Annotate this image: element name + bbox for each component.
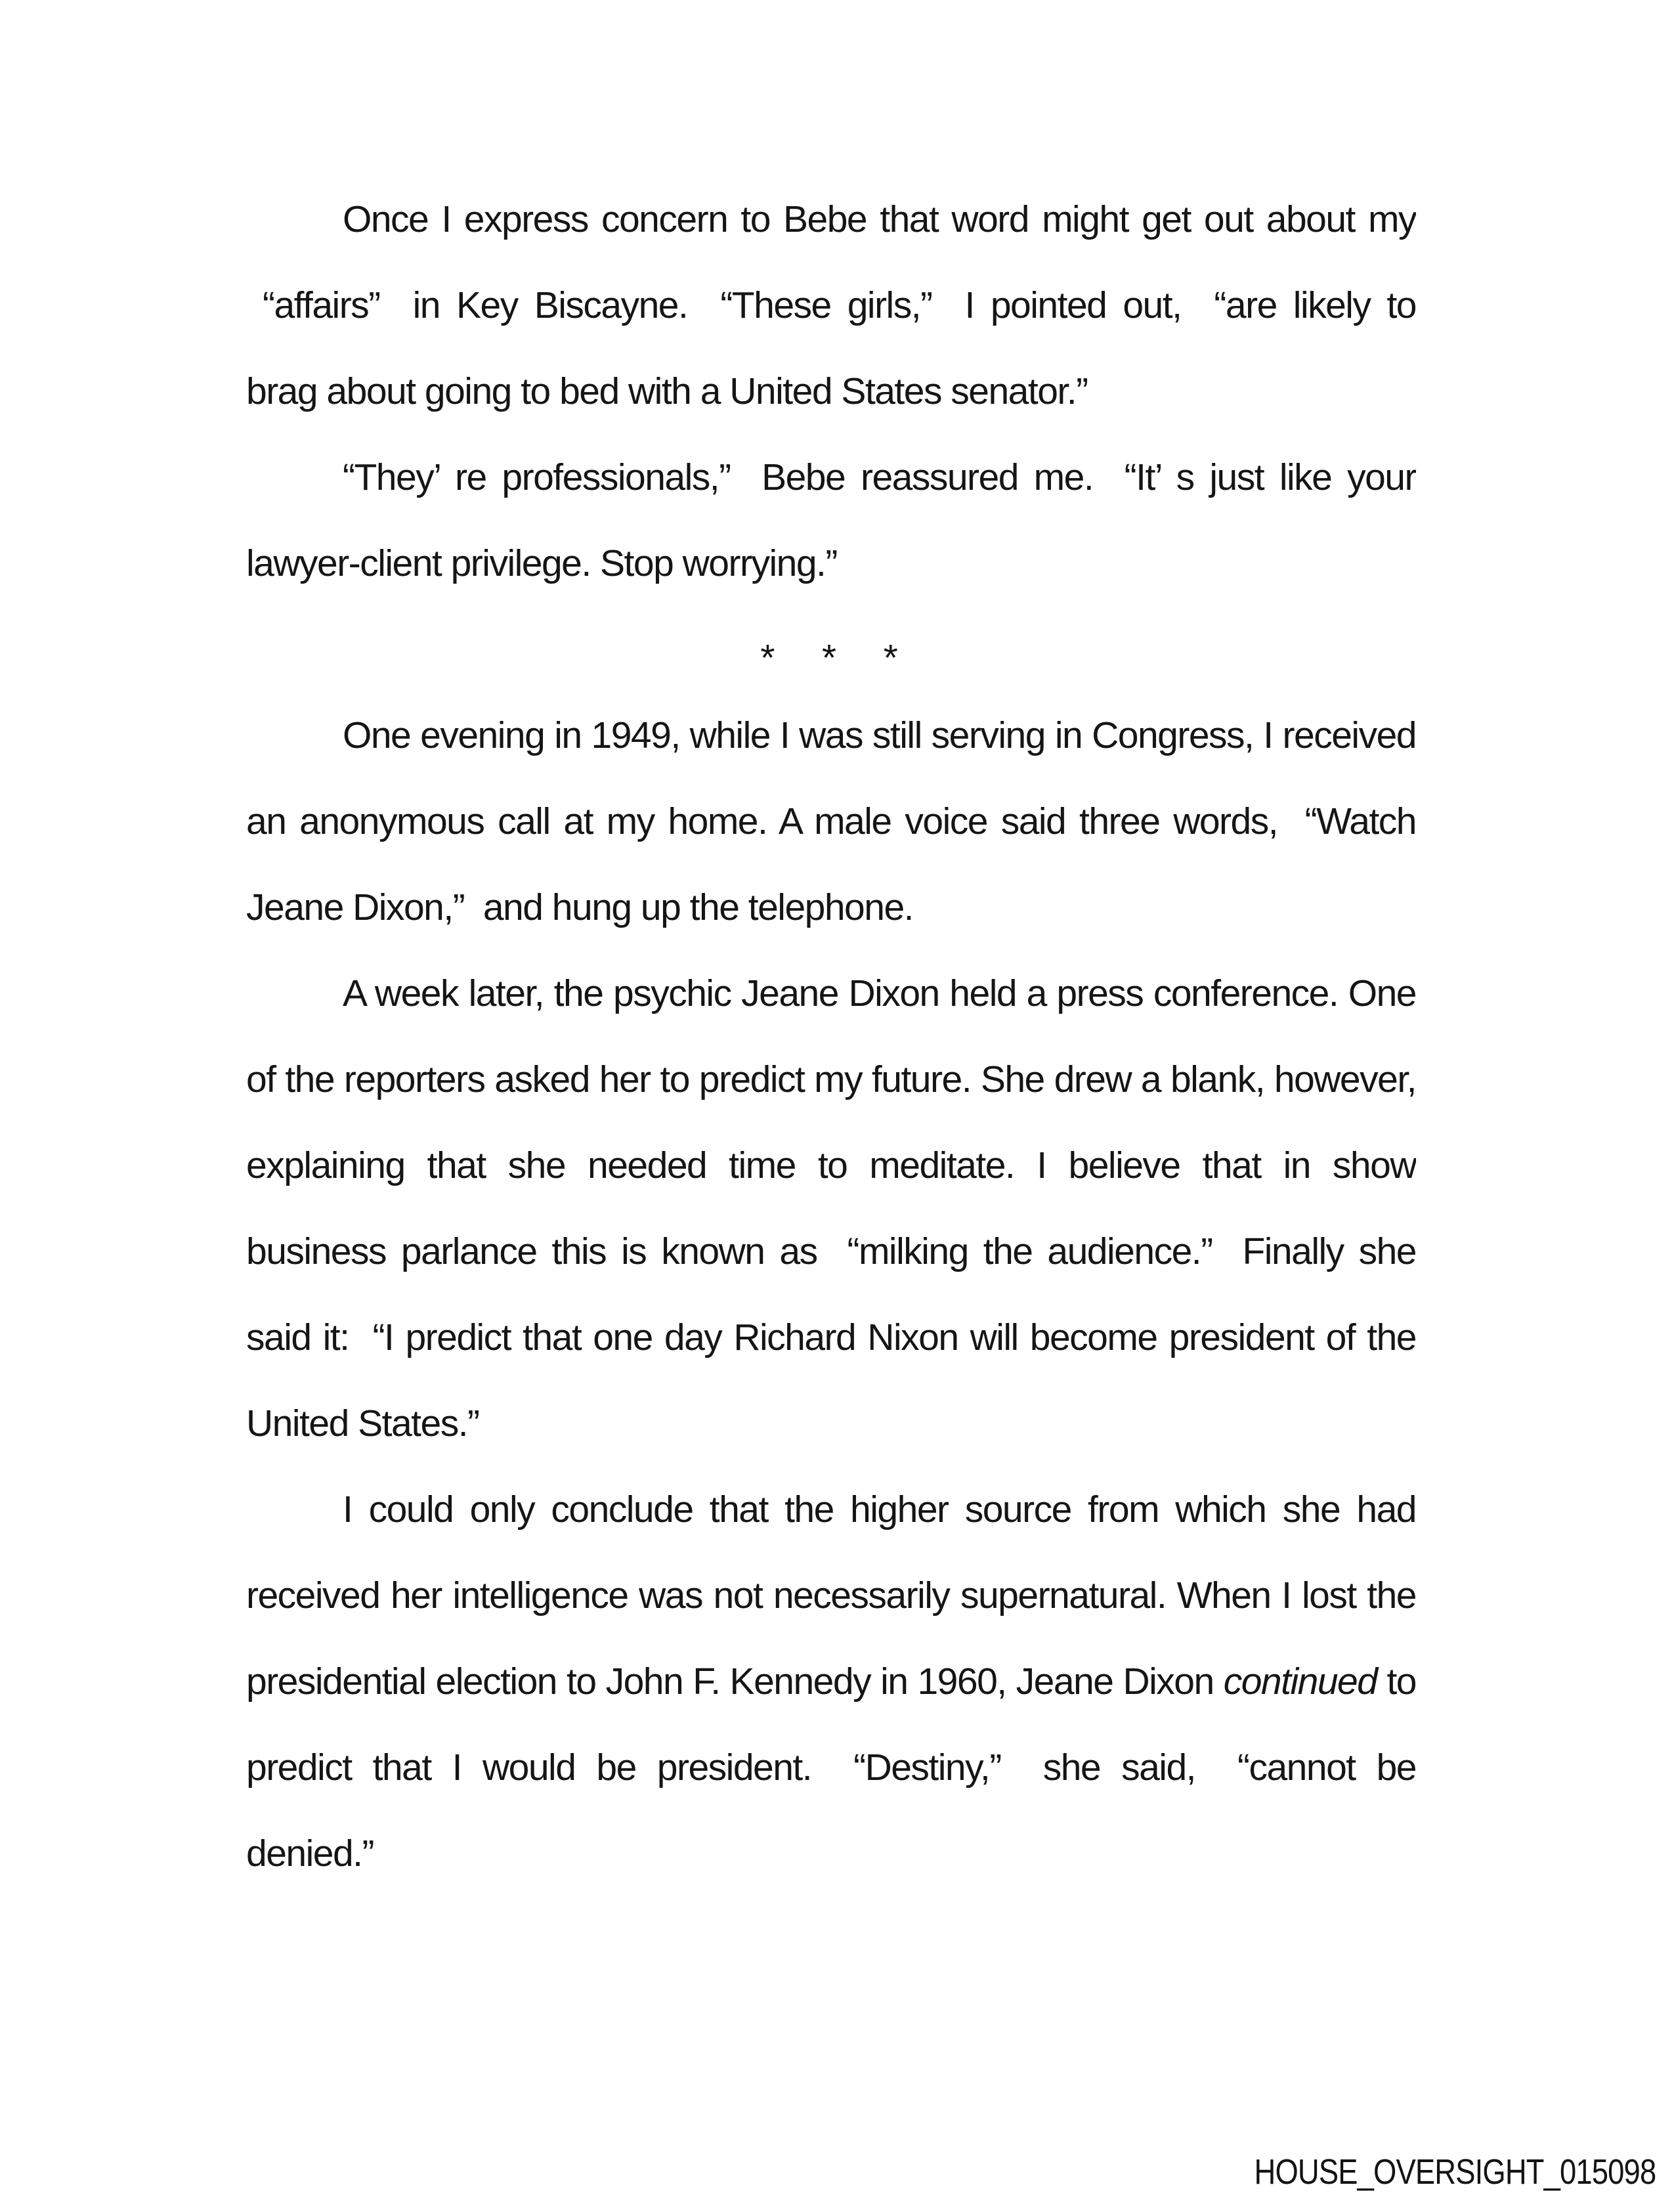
text-line: I could only conclude that the higher source from which she had — [343, 1488, 1416, 1530]
text-line: “affairs” in Key Biscayne. “These girls,” I pointed out, “are likely to — [246, 284, 1416, 326]
text-line: brag about going to bed with a United States senator.” — [246, 370, 1088, 412]
page-text — [246, 177, 1416, 1897]
text-line: presidential election to John F. Kennedy in 1960, Jeane Dixon continued to — [246, 1660, 1416, 1702]
text-line: “They’ re professionals,” Bebe reassured me. “It’ s just like your — [343, 456, 1416, 498]
text-line: denied.” — [246, 1832, 374, 1875]
text-line: One evening in 1949, while I was still serving in Congress, I received — [343, 714, 1416, 756]
bates-stamp-watermark: HOUSE_OVERSIGHT_015098 — [1254, 2152, 1656, 2192]
text-line: of the reporters asked her to predict my future. She drew a blank, however, — [246, 1058, 1416, 1100]
text-line: said it: “I predict that one day Richard Nixon will become president of the — [246, 1316, 1416, 1358]
text-line: an anonymous call at my home. A male voice said three words, “Watch — [246, 800, 1416, 842]
section-break-stars: * * * — [760, 636, 902, 679]
text-line: received her intelligence was not necessarily supernatural. When I lost the — [246, 1574, 1416, 1616]
text-line: Jeane Dixon,” and hung up the telephone. — [246, 886, 913, 928]
text-line: A week later, the psychic Jeane Dixon held a press conference. One — [343, 972, 1416, 1014]
text-line: predict that I would be president. “Destiny,” she said, “cannot be — [246, 1746, 1416, 1789]
text-line: Once I express concern to Bebe that word might get out about my — [343, 198, 1416, 240]
text-line: business parlance this is known as “milking the audience.” Finally she — [246, 1230, 1416, 1272]
text-line: explaining that she needed time to meditate. I believe that in show — [246, 1144, 1416, 1186]
text-line: lawyer-client privilege. Stop worrying.” — [246, 542, 837, 584]
text-line: United States.” — [246, 1402, 479, 1444]
